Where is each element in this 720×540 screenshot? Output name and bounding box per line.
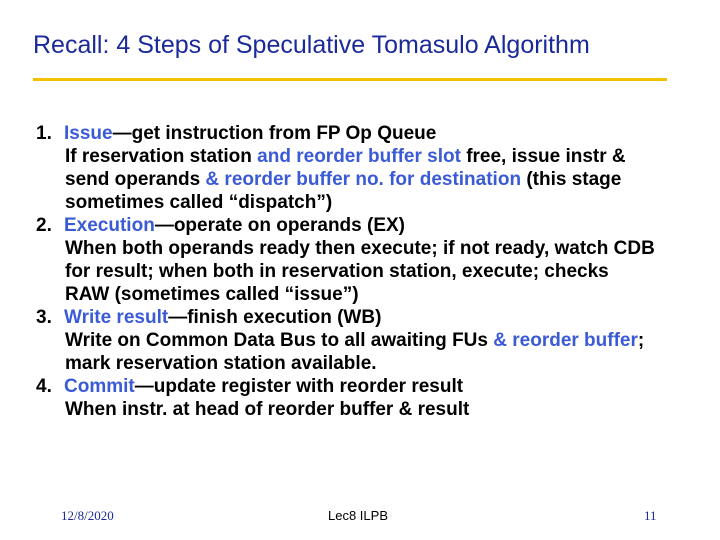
step-summary: —update register with reorder result bbox=[134, 376, 464, 397]
step-description bbox=[36, 329, 656, 375]
step-number: 3. bbox=[36, 307, 52, 328]
step-description bbox=[36, 398, 656, 421]
step-summary: —get instruction from FP Op Queue bbox=[112, 123, 437, 144]
desc-text-highlight: & reorder buffer bbox=[493, 330, 638, 351]
step-number: 2. bbox=[36, 215, 52, 236]
desc-text: (this stage sometimes called “dispatch”) bbox=[65, 169, 622, 213]
step-description bbox=[36, 145, 656, 214]
desc-text: free, issue instr & send operands bbox=[65, 146, 626, 190]
step-item bbox=[36, 306, 656, 375]
step-number: 1. bbox=[36, 123, 52, 144]
step-name: Write result bbox=[64, 307, 169, 328]
slide-title: Recall: 4 Steps of Speculative Tomasulo Algorithm bbox=[33, 31, 590, 59]
step-summary: —operate on operands (EX) bbox=[154, 215, 406, 236]
footer-date: 12/8/2020 bbox=[61, 508, 114, 523]
step-item bbox=[36, 214, 656, 306]
footer-page-number: 11 bbox=[644, 508, 657, 523]
step-name: Issue bbox=[64, 123, 113, 144]
desc-text: When instr. at head of reorder buffer & result bbox=[65, 399, 470, 420]
step-name: Execution bbox=[64, 215, 155, 236]
step-number: 4. bbox=[36, 376, 52, 397]
step-description bbox=[36, 237, 656, 306]
desc-text-highlight: & reorder buffer no. for destination bbox=[205, 169, 522, 190]
title-underline bbox=[33, 78, 667, 81]
step-summary: —finish execution (WB) bbox=[168, 307, 382, 328]
steps-list bbox=[36, 122, 656, 421]
footer-lecture: Lec8 ILPB bbox=[328, 508, 388, 523]
desc-text: ; mark reservation station available. bbox=[65, 330, 645, 374]
desc-text-highlight: and reorder buffer slot bbox=[257, 146, 461, 167]
desc-text: When both operands ready then execute; if not ready, watch CDB for result; when both in reservation station, execute; checks RAW (sometimes called “issue”) bbox=[65, 238, 655, 305]
step-item bbox=[36, 122, 656, 214]
desc-text: Write on Common Data Bus to all awaiting FUs bbox=[65, 330, 494, 351]
step-item bbox=[36, 375, 656, 421]
desc-text: If reservation station bbox=[65, 146, 258, 167]
step-name: Commit bbox=[64, 376, 135, 397]
